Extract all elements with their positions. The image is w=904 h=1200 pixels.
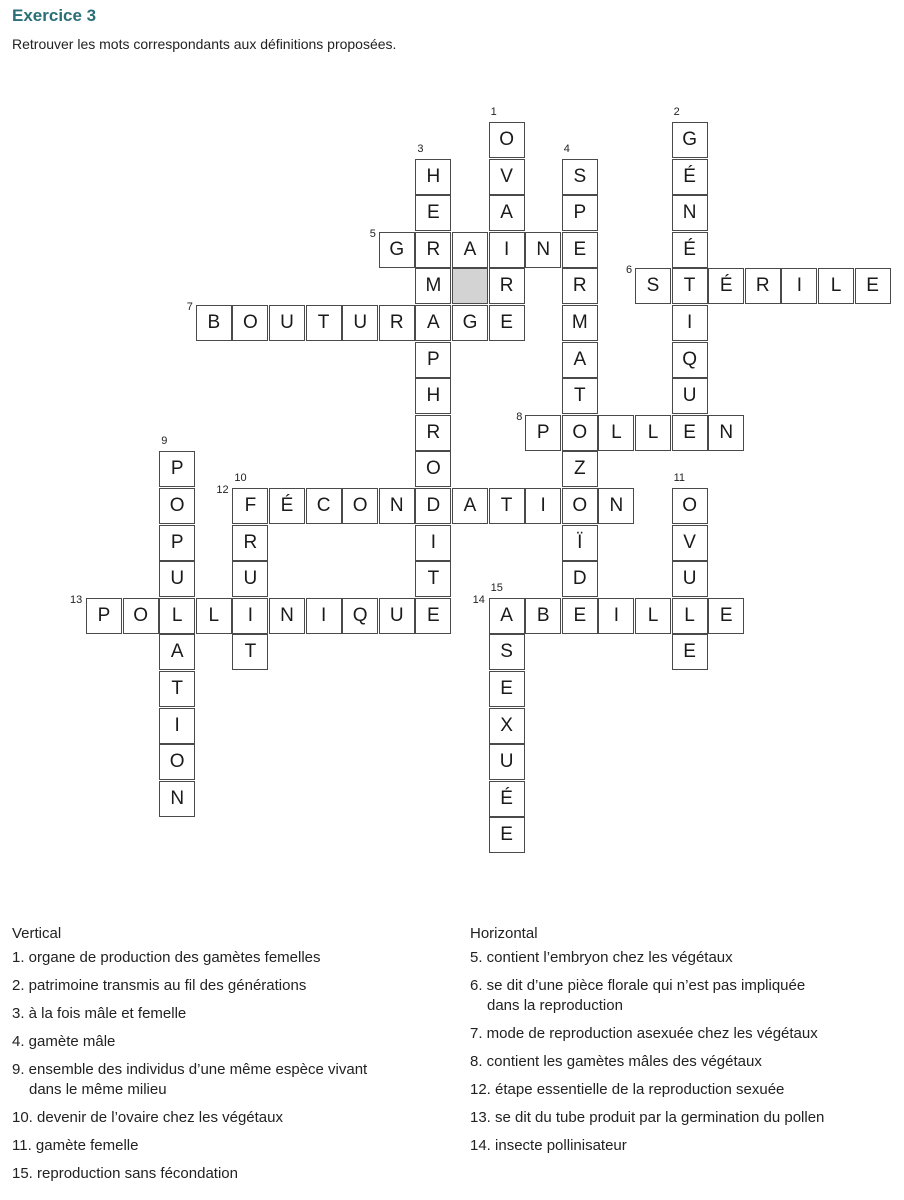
grid-cell[interactable]: E: [489, 305, 525, 341]
grid-cell[interactable]: P: [159, 451, 195, 487]
grid-cell[interactable]: P: [562, 195, 598, 231]
grid-cell[interactable]: A: [489, 195, 525, 231]
grid-cell[interactable]: P: [159, 525, 195, 561]
grid-cell[interactable]: O: [159, 488, 195, 524]
grid-cell[interactable]: T: [232, 634, 268, 670]
definition-item: 2. patrimoine transmis au fil des générations: [12, 977, 307, 994]
grid-cell[interactable]: U: [672, 378, 708, 414]
grid-cell[interactable]: C: [306, 488, 342, 524]
definition-item: 11. gamète femelle: [12, 1137, 139, 1154]
grid-cell[interactable]: L: [159, 598, 195, 634]
grid-cell[interactable]: O: [415, 451, 451, 487]
definition-item: 5. contient l’embryon chez les végétaux: [470, 949, 733, 966]
grid-cell[interactable]: É: [489, 781, 525, 817]
grid-cell[interactable]: I: [306, 598, 342, 634]
grid-cell[interactable]: L: [196, 598, 232, 634]
grid-cell[interactable]: F: [232, 488, 268, 524]
exercise-title: Exercice 3: [12, 6, 97, 25]
grid-cell[interactable]: A: [562, 342, 598, 378]
grid-cell[interactable]: N: [269, 598, 305, 634]
grid-cell[interactable]: D: [415, 488, 451, 524]
grid-cell[interactable]: É: [672, 159, 708, 195]
clue-number: 13: [70, 593, 83, 606]
grid-cell[interactable]: T: [489, 488, 525, 524]
grid-cell[interactable]: S: [562, 159, 598, 195]
grid-cell[interactable]: H: [415, 378, 451, 414]
grid-cell[interactable]: U: [489, 744, 525, 780]
horizontal-heading: Horizontal: [470, 925, 538, 942]
grid-cell[interactable]: X: [489, 708, 525, 744]
grid-cell[interactable]: G: [672, 122, 708, 158]
grid-cell[interactable]: E: [672, 415, 708, 451]
clue-number: 2: [673, 106, 680, 118]
clue-number: 14: [472, 593, 485, 606]
grid-cell[interactable]: I: [672, 305, 708, 341]
grid-cell[interactable]: T: [415, 561, 451, 597]
grid-cell[interactable]: É: [708, 268, 744, 304]
grid-cell[interactable]: G: [452, 305, 488, 341]
grid-cell[interactable]: O: [159, 744, 195, 780]
grid-cell[interactable]: O: [123, 598, 159, 634]
clue-number: 10: [234, 472, 247, 484]
grid-cell[interactable]: T: [672, 268, 708, 304]
grid-cell[interactable]: E: [415, 598, 451, 634]
grid-cell[interactable]: L: [598, 415, 634, 451]
grid-cell[interactable]: R: [489, 268, 525, 304]
grid-cell[interactable]: I: [781, 268, 817, 304]
grid-cell[interactable]: B: [196, 305, 232, 341]
grid-cell[interactable]: L: [818, 268, 854, 304]
grid-cell[interactable]: E: [415, 195, 451, 231]
grid-cell[interactable]: R: [232, 525, 268, 561]
grid-cell[interactable]: L: [672, 598, 708, 634]
grid-cell[interactable]: R: [745, 268, 781, 304]
grid-cell[interactable]: T: [306, 305, 342, 341]
grid-cell[interactable]: U: [672, 561, 708, 597]
grid-cell[interactable]: A: [159, 634, 195, 670]
grid-cell[interactable]: E: [672, 634, 708, 670]
grid-cell[interactable]: E: [489, 671, 525, 707]
clue-number: 4: [563, 142, 570, 155]
grid-cell[interactable]: T: [159, 671, 195, 707]
grid-cell[interactable]: A: [452, 232, 488, 268]
definition-item: 14. insecte pollinisateur: [470, 1137, 627, 1154]
grid-cell[interactable]: I: [525, 488, 561, 524]
grid-cell[interactable]: N: [379, 488, 415, 524]
grid-cell[interactable]: U: [232, 561, 268, 597]
grid-cell[interactable]: T: [562, 378, 598, 414]
grid-cell[interactable]: E: [562, 598, 598, 634]
instruction-text: Retrouver les mots correspondants aux définitions proposées.: [12, 36, 397, 52]
grid-cell[interactable]: O: [489, 122, 525, 158]
grid-cell[interactable]: S: [489, 634, 525, 670]
grid-cell[interactable]: N: [159, 781, 195, 817]
grid-cell[interactable]: Q: [342, 598, 378, 634]
grid-cell[interactable]: L: [635, 598, 671, 634]
grid-cell[interactable]: U: [269, 305, 305, 341]
clue-number: 6: [626, 264, 633, 277]
definition-item: 8. contient les gamètes mâles des végétaux: [470, 1053, 762, 1070]
grid-cell[interactable]: A: [452, 488, 488, 524]
grid-cell[interactable]: Ï: [562, 525, 598, 561]
grid-cell[interactable]: E: [708, 598, 744, 634]
grid-cell[interactable]: I: [159, 708, 195, 744]
grid-cell[interactable]: U: [342, 305, 378, 341]
definition-item: 7. mode de reproduction asexuée chez les végétaux: [470, 1025, 818, 1042]
clue-number: 5: [369, 227, 376, 240]
clue-number: 8: [516, 410, 523, 423]
grid-cell[interactable]: I: [232, 598, 268, 634]
definition-item: 3. à la fois mâle et femelle: [12, 1005, 187, 1022]
grid-cell[interactable]: N: [672, 195, 708, 231]
grid-cell[interactable]: O: [232, 305, 268, 341]
definition-item: 10. devenir de l’ovaire chez les végétaux: [12, 1109, 283, 1126]
grid-cell[interactable]: O: [562, 488, 598, 524]
grid-cell[interactable]: É: [672, 232, 708, 268]
grid-cell[interactable]: R: [415, 232, 451, 268]
definition-item: 9. ensemble des individus d’une même espèce vivant dans le même milieu: [12, 1061, 368, 1098]
grid-cell[interactable]: A: [489, 598, 525, 634]
grid-cell[interactable]: G: [379, 232, 415, 268]
grid-cell[interactable]: N: [525, 232, 561, 268]
grid-cell[interactable]: I: [415, 525, 451, 561]
clue-number: 3: [417, 142, 424, 155]
grid-cell[interactable]: R: [562, 268, 598, 304]
definition-item: 4. gamète mâle: [12, 1033, 116, 1050]
grid-cell[interactable]: L: [635, 415, 671, 451]
grid-cell[interactable]: P: [415, 342, 451, 378]
grid-cell[interactable]: M: [562, 305, 598, 341]
grid-cell[interactable]: R: [379, 305, 415, 341]
grid-cell[interactable]: P: [525, 415, 561, 451]
grid-cell[interactable]: E: [489, 817, 525, 853]
clue-number: 11: [673, 472, 686, 484]
grid-cell[interactable]: O: [562, 415, 598, 451]
grid-cell[interactable]: N: [708, 415, 744, 451]
grid-cell[interactable]: Z: [562, 451, 598, 487]
grid-cell[interactable]: E: [855, 268, 891, 304]
grid-cell[interactable]: B: [525, 598, 561, 634]
grid-cell[interactable]: V: [672, 525, 708, 561]
grid-cell[interactable]: N: [598, 488, 634, 524]
grid-cell[interactable]: S: [635, 268, 671, 304]
grid-cell[interactable]: I: [598, 598, 634, 634]
vertical-definitions: [12, 925, 442, 1192]
grid-cell[interactable]: M: [415, 268, 451, 304]
definition-item: 13. se dit du tube produit par la germination du pollen: [470, 1109, 825, 1126]
grid-cell[interactable]: U: [379, 598, 415, 634]
definition-item: 6. se dit d’une pièce florale qui n’est pas impliquée dans la reproduction: [470, 977, 806, 1014]
grid-cell[interactable]: V: [489, 159, 525, 195]
horizontal-definitions: [470, 925, 900, 1164]
clue-number: 7: [186, 301, 193, 313]
clue-number: 9: [161, 435, 168, 448]
grid-cell[interactable]: P: [86, 598, 122, 634]
grid-cell[interactable]: I: [489, 232, 525, 268]
clue-number: 1: [490, 106, 497, 118]
grid-cell[interactable]: E: [562, 232, 598, 268]
grid-cell[interactable]: D: [562, 561, 598, 597]
grid-cell[interactable]: H: [415, 159, 451, 195]
definition-item: 15. reproduction sans fécondation: [12, 1165, 238, 1182]
vertical-heading: Vertical: [12, 925, 62, 942]
grid-cell[interactable]: U: [159, 561, 195, 597]
shaded-cell: [452, 268, 488, 304]
grid-cell[interactable]: O: [672, 488, 708, 524]
grid-cell[interactable]: O: [342, 488, 378, 524]
definition-item: 12. étape essentielle de la reproduction sexuée: [470, 1081, 785, 1098]
grid-cell[interactable]: É: [269, 488, 305, 524]
clue-number: 15: [490, 581, 503, 594]
grid-cell[interactable]: A: [415, 305, 451, 341]
grid-cell[interactable]: Q: [672, 342, 708, 378]
definition-item: 1. organe de production des gamètes femelles: [12, 949, 321, 966]
clue-number: 12: [216, 484, 229, 496]
grid-cell[interactable]: R: [415, 415, 451, 451]
